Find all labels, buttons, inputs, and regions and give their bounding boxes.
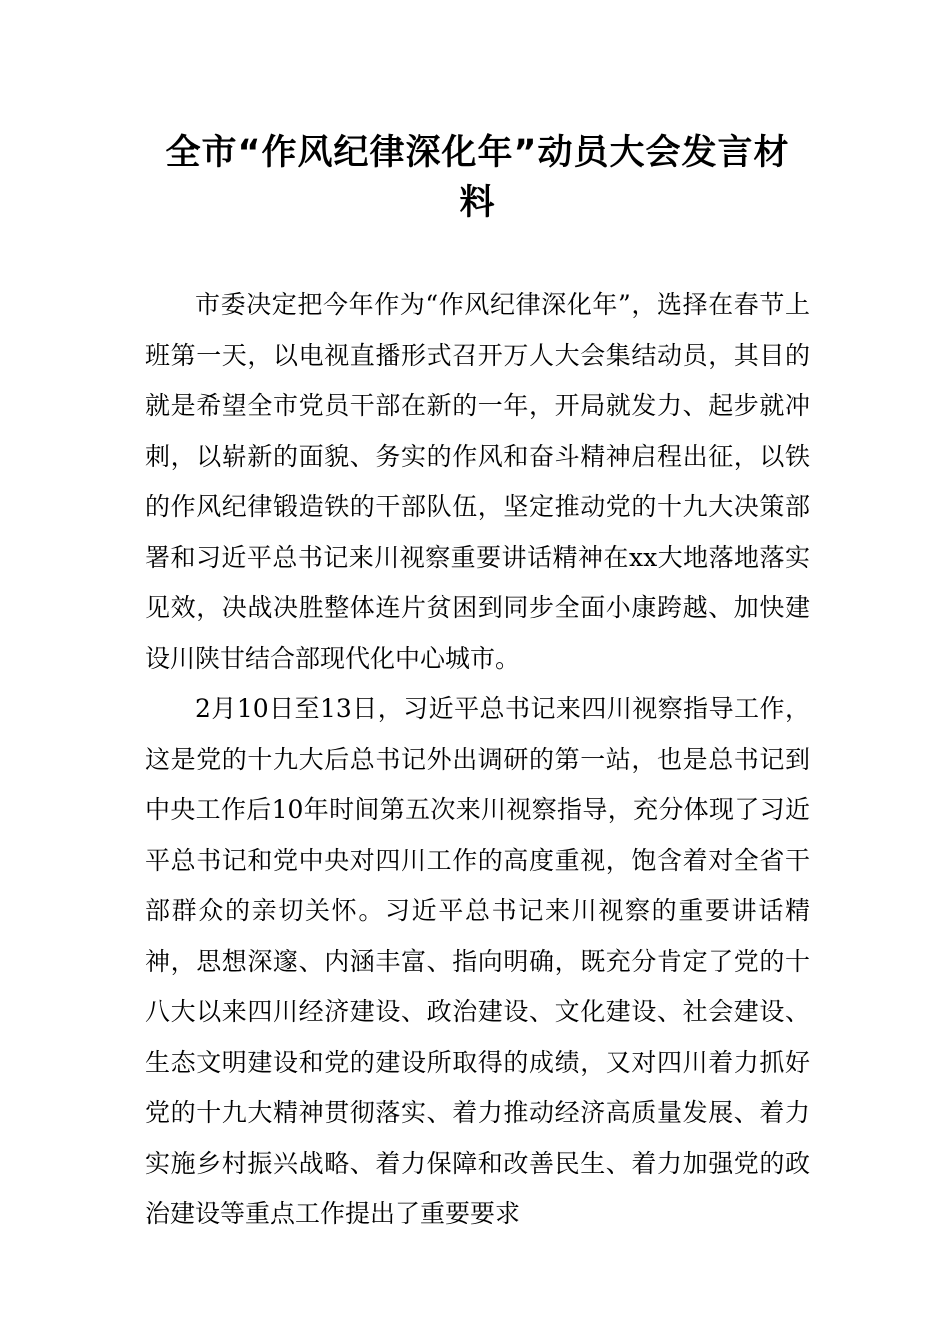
paragraph-2: 2月10日至13日，习近平总书记来四川视察指导工作，这是党的十九大后总书记外出调研的第一站，也是总书记到中央工作后10年时间第五次来川视察指导，充分体现了习近平总书记和党中央对四川工作的高度重视，饱含着对全省干部群众的亲切关怀。习近平总书记来川视察的重要讲话精神，思想深邃、内涵丰富、指向明确，既充分肯定了党的十八大以来四川经济建设、政治建设、文化建设、社会建设、生态文明建设和党的建设所取得的成绩，又对四川着力抓好党的十九大精神贯彻落实、着力推动经济高质量发展、着力实施乡村振兴战略、着力保障和改善民生、着力加强党的政治建设等重点工作提出了重要要求 — [145, 694, 810, 1228]
paragraph-1: 市委决定把今年作为“作风纪律深化年”，选择在春节上班第一天，以电视直播形式召开万人大会集结动员，其目的就是希望全市党员干部在新的一年，开局就发力、起步就冲刺，以崭新的面貌、务实的作风和奋斗精神启程出征，以铁的作风纪律锻造铁的干部队伍，坚定推动党的十九大决策部署和习近平总书记来川视察重要讲话精神在xx大地落地落实见效，决战决胜整体连片贫困到同步全面小康跨越、加快建设川陕甘结合部现代化中心城市。 — [145, 290, 810, 673]
document-title: 全市“作风纪律深化年”动员大会发言材料 — [165, 133, 790, 223]
document-body — [145, 280, 810, 1240]
